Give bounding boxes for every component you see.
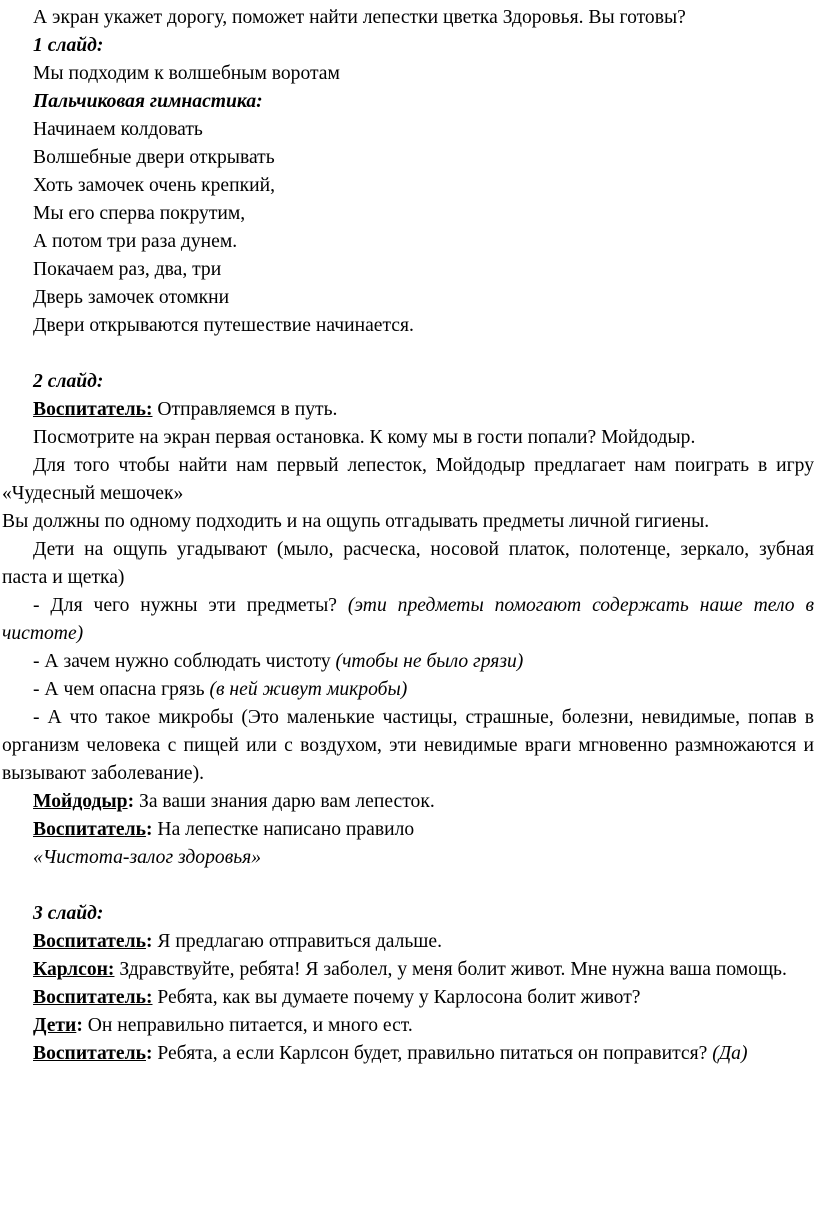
line-text: Здравствуйте, ребята! Я заболел, у меня болит живот. Мне нужна ваша помощь.: [114, 959, 787, 980]
paragraph-gates: Мы подходим к волшебным воротам: [33, 63, 340, 84]
speaker-colon: :: [127, 791, 135, 812]
poem-line: Покачаем раз, два, три: [33, 259, 222, 280]
speaker-label: Воспитатель:: [33, 399, 153, 420]
question-text: - А зачем нужно соблюдать чистоту: [33, 651, 336, 672]
speaker-label: Воспитатель: [33, 931, 146, 952]
children-line: [2, 1012, 814, 1040]
question-3: [2, 676, 814, 704]
poem: [2, 116, 814, 340]
poem-line: А потом три раза дунем.: [33, 231, 238, 252]
poem-line: Дверь замочек отомкни: [33, 287, 230, 308]
poem-line: Начинаем колдовать: [33, 119, 203, 140]
paragraph-screen: Посмотрите на экран первая остановка. К кому мы в гости попали? Мойдодыр.: [33, 427, 696, 448]
poem-line: Хоть замочек очень крепкий,: [33, 175, 275, 196]
poem-line: Двери открываются путешествие начинается.: [33, 315, 414, 336]
speaker-label: Карлсон:: [33, 959, 115, 980]
line-text: Я предлагаю отправиться дальше.: [152, 931, 442, 952]
speaker-label: Воспитатель: [33, 819, 146, 840]
teacher-line: [2, 984, 814, 1012]
rule-text: «Чистота-залог здоровья»: [33, 847, 262, 868]
finger-gymnastics-heading: Пальчиковая гимнастика:: [33, 91, 263, 112]
teacher-line: [2, 1040, 814, 1068]
speaker-label: Воспитатель:: [33, 987, 153, 1008]
line-text: Ребята, а если Карлсон будет, правильно питаться он поправится?: [152, 1043, 713, 1064]
paragraph-intro: А экран укажет дорогу, поможет найти лепестки цветка Здоровья. Вы готовы?: [33, 7, 686, 28]
blank-line: [2, 340, 814, 368]
teacher-line: [2, 396, 814, 424]
teacher-line: [2, 816, 814, 844]
paragraph-touch: Вы должны по одному подходить и на ощупь отгадывать предметы личной гигиены.: [2, 511, 710, 532]
moidodyr-line: [2, 788, 814, 816]
speaker-colon: :: [145, 1043, 153, 1064]
poem-line: Мы его сперва покрутим,: [33, 203, 246, 224]
slide-1-heading: 1 слайд:: [33, 35, 104, 56]
speaker-label: Воспитатель: [33, 1043, 146, 1064]
slide-3-heading: 3 слайд:: [33, 903, 104, 924]
line-text: Ребята, как вы думаете почему у Карлосона болит живот?: [152, 987, 641, 1008]
paragraph-children: Дети на ощупь угадывают (мыло, расческа, носовой платок, полотенце, зеркало, зубная паста и щетка): [2, 539, 814, 588]
line-text: Он неправильно питается, и много ест.: [82, 1015, 413, 1036]
answer-text: (Да): [712, 1043, 748, 1064]
question-text: - Для чего нужны эти предметы?: [33, 595, 348, 616]
speaker-colon: :: [145, 819, 153, 840]
line-text: На лепестке написано правило: [152, 819, 415, 840]
answer-text: (в ней живут микробы): [209, 679, 408, 700]
question-4: - А что такое микробы (Это маленькие частицы, страшные, болезни, невидимые, попав в организм человека с пищей или с воздухом, эти невидимые враги мгновенно размножаются и вызывают заболевание).: [2, 707, 814, 784]
line-text: За ваши знания дарю вам лепесток.: [134, 791, 435, 812]
poem-line: Волшебные двери открывать: [33, 147, 275, 168]
answer-text: (эти предметы помогают содержать наше тело в чистоте): [2, 595, 814, 644]
paragraph-game: Для того чтобы найти нам первый лепесток, Мойдодыр предлагает нам поиграть в игру «Чудесный мешочек»: [2, 455, 814, 504]
speaker-colon: :: [76, 1015, 83, 1036]
slide-2-heading: 2 слайд:: [33, 371, 104, 392]
teacher-line: [2, 928, 814, 956]
question-2: [2, 648, 814, 676]
question-1: [2, 592, 814, 648]
line-text: Отправляемся в путь.: [152, 399, 338, 420]
speaker-label: Мойдодыр: [33, 791, 128, 812]
karlson-line: [2, 956, 814, 984]
speaker-colon: :: [145, 931, 153, 952]
speaker-label: Дети: [33, 1015, 77, 1036]
answer-text: (чтобы не было грязи): [335, 651, 524, 672]
blank-line: [2, 872, 814, 900]
question-text: - А чем опасна грязь: [33, 679, 210, 700]
